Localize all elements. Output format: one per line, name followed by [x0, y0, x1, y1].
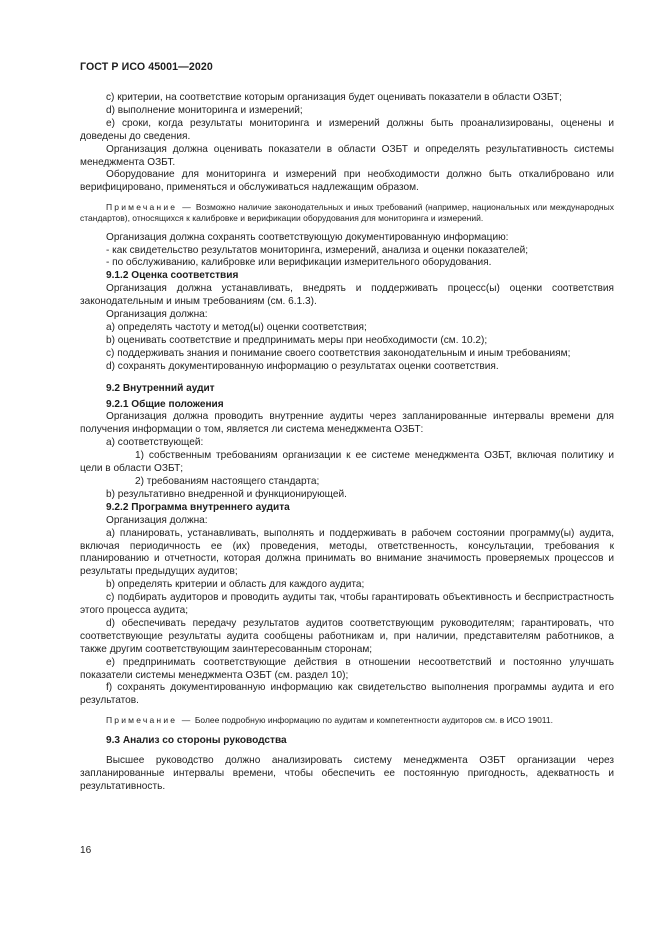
list-item: 2) требованиям настоящего стандарта; [135, 475, 320, 487]
document-header: ГОСТ Р ИСО 45001—2020 [80, 61, 213, 73]
section-heading: 9.2.2 Программа внутреннего аудита [106, 501, 290, 513]
list-item: b) оценивать соответствие и предпринимать меры при необходимости (см. 10.2); [106, 334, 488, 346]
paragraph: Оборудование для мониторинга и измерений при необходимости должно быть откалибровано или верифицировано, применяться и обслуживаться надлежащим образом. [80, 169, 614, 194]
list-item: b) результативно внедренной и функционирующей. [106, 488, 347, 500]
note-label: Примечание — [106, 715, 193, 726]
paragraph: Высшее руководство должно анализировать систему менеджмента ОЗБТ организации через запланированные интервалы времени, чтобы обеспечить ее постоянную пригодность, адекватность и результативность. [80, 755, 614, 793]
list-item: c) поддерживать знания и понимание своего соответствия законодательным и иным требованиям; [106, 347, 571, 359]
list-item: - как свидетельство результатов мониторинга, измерений, анализа и оценки показателей; [106, 244, 529, 256]
paragraph: Организация должна сохранять соответствующую документированную информацию: [106, 231, 509, 243]
list-item: a) определять частоту и метод(ы) оценки соответствия; [106, 322, 367, 333]
note-text: Возможно наличие законодательных и иных требований (например, национальных или международных стандартов), относящихся к калибровке и верификации оборудования для мониторинга и измерений. [80, 202, 614, 224]
paragraph: Организация должна устанавливать, внедрять и поддерживать процесс(ы) оценки соответствия законодательным и иным требованиям (см. 6.1.3). [80, 283, 614, 308]
note [80, 715, 614, 726]
list-item: d) обеспечивать передачу результатов аудитов соответствующим руководителям; гарантировать, что соответствующие результаты аудита сообщены работникам и, при наличии, представителям работников, а также другим соответствующим заинтересованным сторонам; [80, 617, 614, 655]
paragraph: Организация должна оценивать показатели в области ОЗБТ и определять результативность системы менеджмента ОЗБТ. [80, 143, 614, 168]
section-heading: 9.2.1 Общие положения [106, 398, 224, 410]
list-item: a) соответствующей: [106, 437, 204, 449]
list-item: b) определять критерии и область для каждого аудита; [106, 579, 365, 591]
page-number: 16 [80, 845, 92, 856]
list-item: 1) собственным требованиям организации к ее системе менеджмента ОЗБТ, включая политику и цели в области ОЗБТ; [80, 450, 614, 475]
list-item: c) подбирать аудиторов и проводить аудиты так, чтобы гарантировать объективность и беспристрастность этого процесса аудита; [80, 592, 614, 617]
section-heading: 9.3 Анализ со стороны руководства [106, 735, 287, 747]
page-content [80, 92, 614, 794]
list-item: e) сроки, когда результаты мониторинга и измерений должны быть проанализированы, оценены и доведены до сведения. [80, 117, 614, 142]
note-text: Более подробную информацию по аудитам и компетентности аудиторов см. в ИСО 19011. [194, 715, 553, 726]
paragraph: Организация должна проводить внутренние аудиты через запланированные интервалы времени для получения информации о том, является ли система менеджмента ОЗБТ: [80, 411, 614, 436]
paragraph: Организация должна: [106, 309, 208, 321]
list-item: - по обслуживанию, калибровке или верификации измерительного оборудования. [106, 257, 492, 269]
list-item: d) выполнение мониторинга и измерений; [106, 104, 303, 116]
list-item: e) предпринимать соответствующие действия в отношении несоответствий и постоянно улучшать показатели системы менеджмента ОЗБТ (см. раздел 10); [80, 656, 614, 681]
note [80, 202, 614, 224]
note-label: Примечание — [106, 202, 193, 213]
section-heading: 9.1.2 Оценка соответствия [106, 270, 239, 282]
list-item: a) планировать, устанавливать, выполнять и поддерживать в рабочем состоянии программу(ы) аудита, включая периодичность ее (их) проведения, методы, ответственность, консультации, требования к планированию и отчетности, которая должна принимать во внимание значимость проверяемых процессов и результаты предыдущих аудитов; [80, 527, 614, 578]
list-item: f) сохранять документированную информацию как свидетельство выполнения программы аудита и его результатов. [80, 682, 614, 707]
paragraph: Организация должна: [106, 514, 208, 526]
list-item: d) сохранять документированную информацию о результатах оценки соответствия. [106, 360, 499, 372]
list-item: c) критерии, на соответствие которым организация будет оценивать показатели в области ОЗБТ; [106, 92, 562, 103]
section-heading: 9.2 Внутренний аудит [106, 382, 215, 394]
